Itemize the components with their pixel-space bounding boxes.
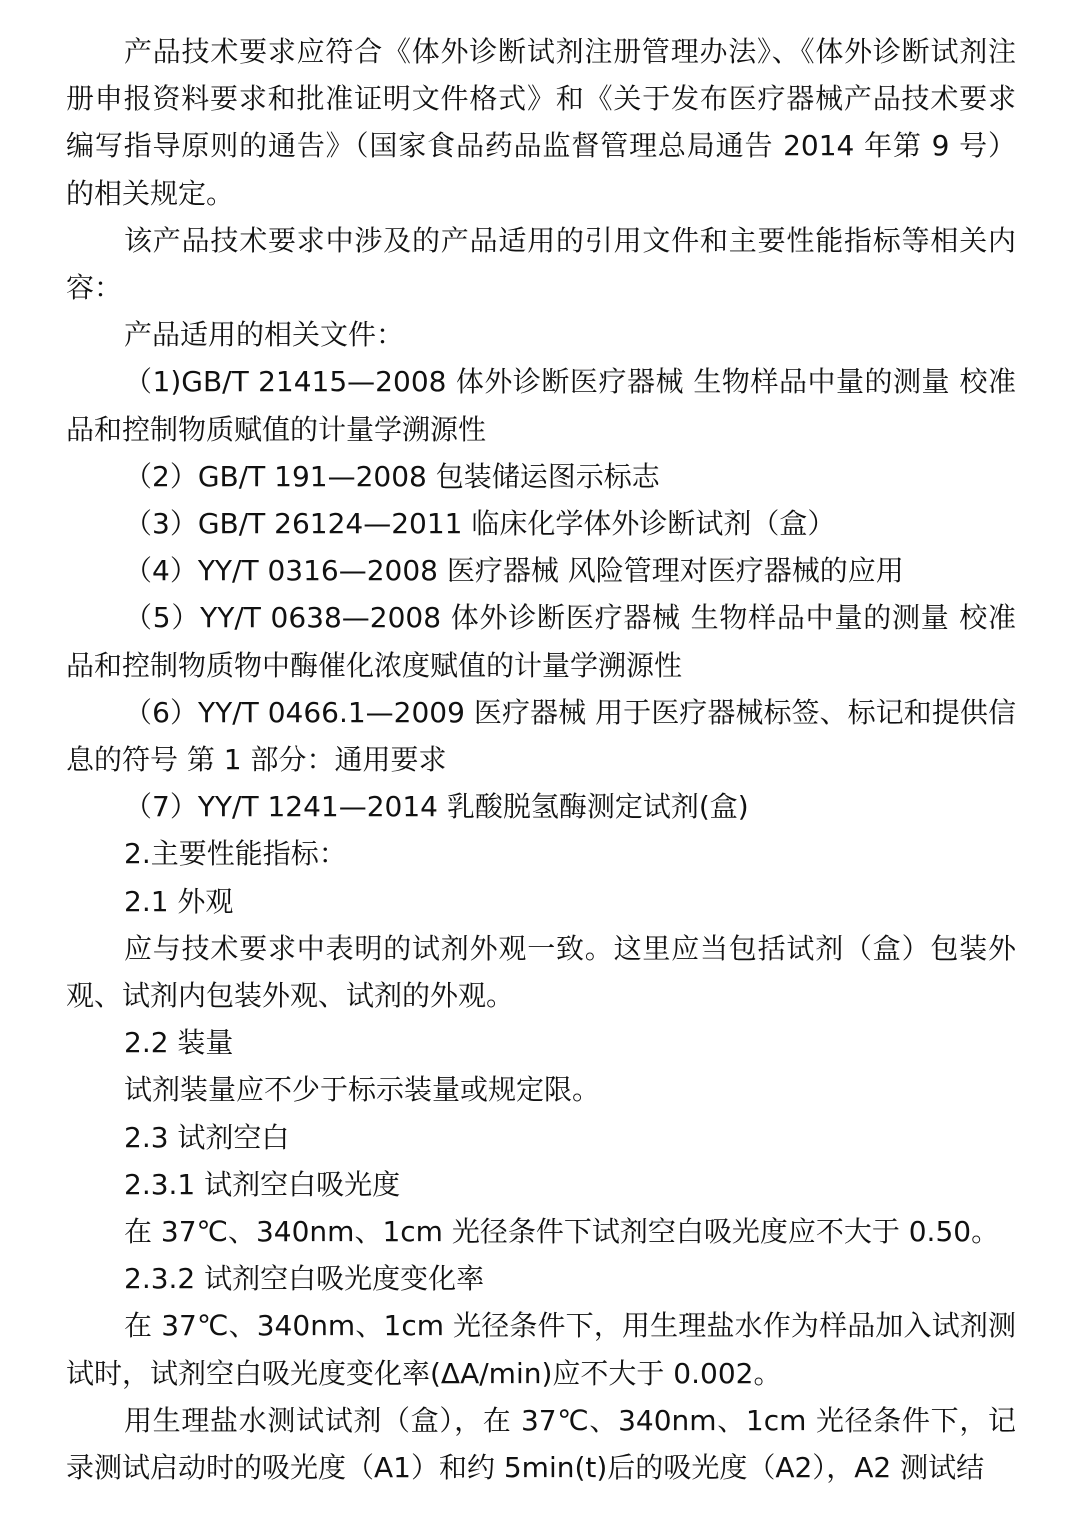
paragraph-test-procedure: 用生理盐水测试试剂（盒），在 37℃、340nm、1cm 光径条件下，记录测试启动时的吸光度（A1）和约 5min(t)后的吸光度（A2），A2 测试结 xyxy=(66,1403,1016,1485)
heading-related-documents: 产品适用的相关文件： xyxy=(124,318,405,352)
heading-appearance: 2.1 外观 xyxy=(124,884,234,918)
heading-performance-indicators: 2.主要性能指标： xyxy=(124,837,347,871)
heading-fill-volume: 2.2 装量 xyxy=(124,1026,234,1060)
paragraph-blank-absorbance: 在 37℃、340nm、1cm 光径条件下试剂空白吸光度应不大于 0.50。 xyxy=(124,1215,1000,1249)
heading-reagent-blank: 2.3 试剂空白 xyxy=(124,1120,290,1154)
paragraph-appearance: 应与技术要求中表明的试剂外观一致。这里应当包括试剂（盒）包装外观、试剂内包装外观、试剂的外观。 xyxy=(66,931,1016,1013)
reference-item-1: （1)GB/T 21415—2008 体外诊断医疗器械 生物样品中量的测量 校准品和控制物质赋值的计量学溯源性 xyxy=(66,365,1016,446)
reference-item-7: （7）YY/T 1241—2014 乳酸脱氢酶测定试剂(盒) xyxy=(124,790,749,824)
paragraph-scope: 该产品技术要求中涉及的产品适用的引用文件和主要性能指标等相关内容： xyxy=(66,223,1016,305)
reference-item-6: （6）YY/T 0466.1—2009 医疗器械 用于医疗器械标签、标记和提供信息的符号 第 1 部分：通用要求 xyxy=(66,695,1016,777)
paragraph-intro: 产品技术要求应符合《体外诊断试剂注册管理办法》、《体外诊断试剂注册申报资料要求和批准证明文件格式》和《关于发布医疗器械产品技术要求编写指导原则的通告》（国家食品药品监督管理总局通告 2014 年第 9 号）的相关规定。 xyxy=(66,35,1016,210)
document-page xyxy=(66,28,1016,1491)
paragraph-blank-absorbance-rate: 在 37℃、340nm、1cm 光径条件下，用生理盐水作为样品加入试剂测试时，试剂空白吸光度变化率(ΔA/min)应不大于 0.002。 xyxy=(66,1309,1016,1390)
heading-blank-absorbance: 2.3.1 试剂空白吸光度 xyxy=(124,1167,401,1201)
paragraph-fill-volume: 试剂装量应不少于标示装量或规定限。 xyxy=(124,1073,601,1107)
reference-item-3: （3）GB/T 26124—2011 临床化学体外诊断试剂（盒） xyxy=(124,507,836,541)
heading-blank-absorbance-rate: 2.3.2 试剂空白吸光度变化率 xyxy=(124,1262,485,1296)
reference-item-5: （5）YY/T 0638—2008 体外诊断医疗器械 生物样品中量的测量 校准品和控制物质物中酶催化浓度赋值的计量学溯源性 xyxy=(66,601,1016,682)
reference-item-4: （4）YY/T 0316—2008 医疗器械 风险管理对医疗器械的应用 xyxy=(124,554,904,588)
reference-item-2: （2）GB/T 191—2008 包装储运图示标志 xyxy=(124,459,660,493)
